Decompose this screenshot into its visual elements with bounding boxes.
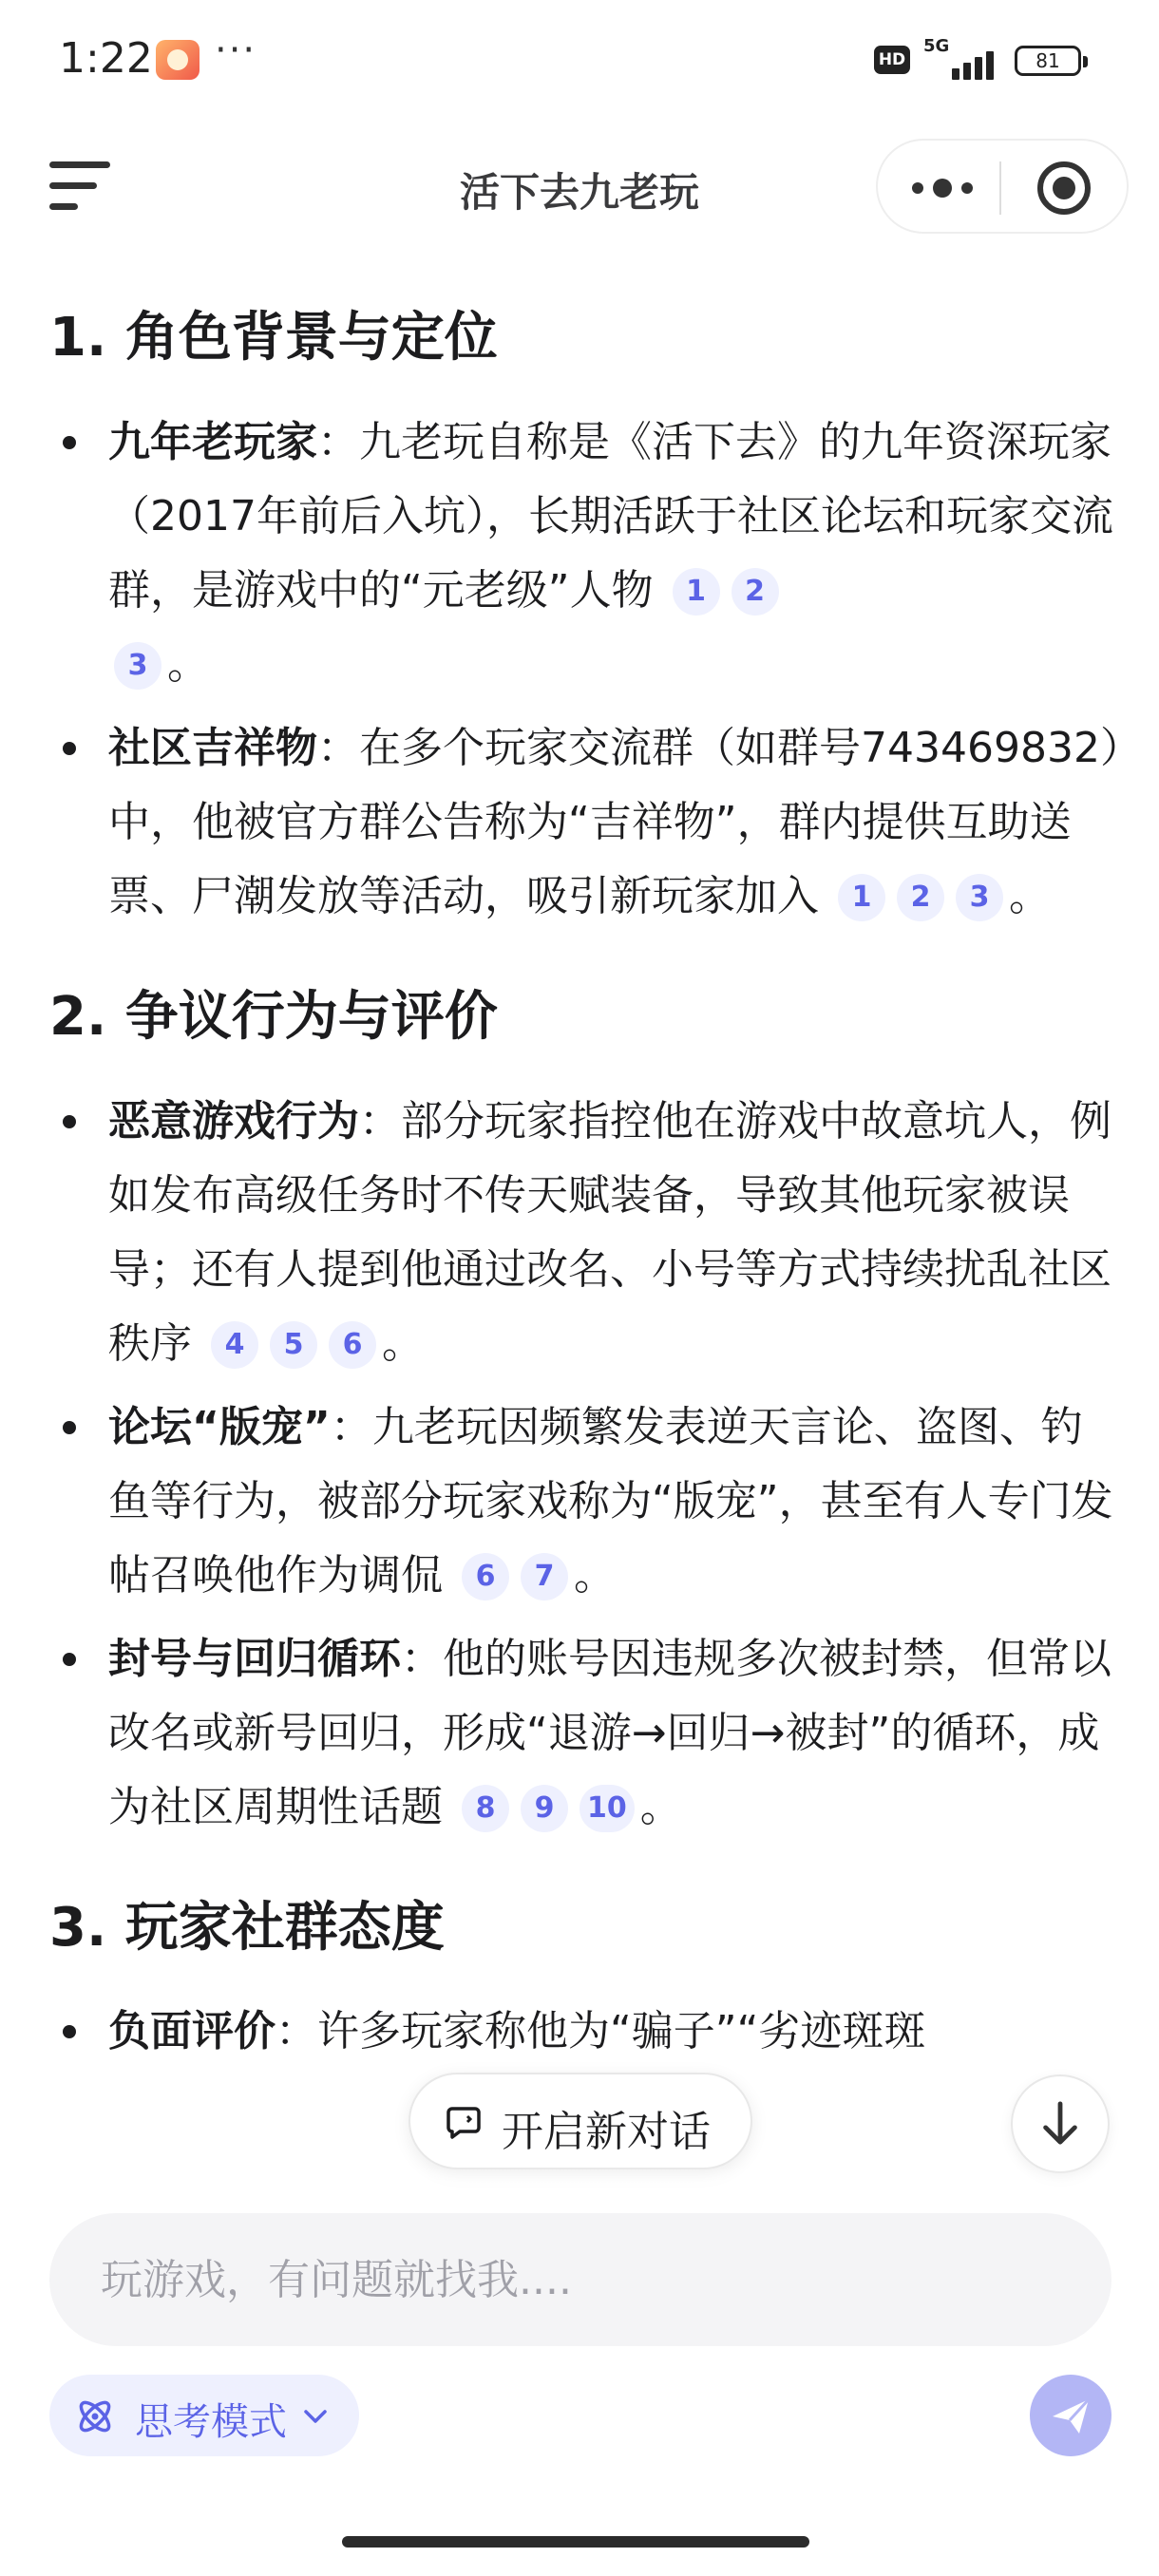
app-notification-icon bbox=[156, 40, 200, 80]
item-text: ：九老玩因频繁发表逆天言论、盗图、钓鱼等行为，被部分玩家戏称为“版宠”，甚至有人专门发帖召唤他作为调侃 bbox=[108, 1402, 1113, 1600]
list-item bbox=[49, 1622, 1123, 1845]
chat-header bbox=[0, 123, 1159, 247]
hd-icon: HD bbox=[874, 46, 910, 74]
mini-program-capsule bbox=[876, 139, 1129, 234]
item-end: 。 bbox=[574, 1550, 616, 1600]
message-content bbox=[49, 304, 1123, 2090]
home-indicator[interactable] bbox=[342, 2536, 809, 2548]
citation-badge[interactable]: 6 bbox=[462, 1553, 509, 1601]
section bbox=[49, 1894, 1123, 2081]
section-title: 1. 角色背景与定位 bbox=[49, 307, 498, 369]
citation-badge[interactable]: 6 bbox=[329, 1321, 376, 1369]
bullet-list bbox=[49, 1085, 1123, 1845]
section bbox=[49, 304, 1123, 934]
list-item bbox=[49, 406, 1123, 702]
citation-badge[interactable]: 2 bbox=[732, 568, 779, 616]
citation-badge[interactable]: 1 bbox=[673, 568, 720, 616]
item-text: ：许多玩家称他为“骗子”“劣迹斑斑 bbox=[276, 2007, 926, 2056]
status-more-icon: ··· bbox=[215, 28, 257, 72]
item-end: 。 bbox=[167, 639, 209, 689]
more-options-icon[interactable] bbox=[912, 169, 988, 207]
citation-badge[interactable]: 9 bbox=[521, 1785, 568, 1832]
battery-icon: 81 bbox=[1015, 46, 1081, 76]
section bbox=[49, 983, 1123, 1845]
list-item bbox=[49, 1391, 1123, 1613]
item-end: 。 bbox=[1009, 871, 1051, 920]
item-heading: 封号与回归循环 bbox=[108, 1634, 401, 1683]
citation-badge[interactable]: 7 bbox=[521, 1553, 568, 1601]
arrow-down-icon bbox=[1013, 2076, 1108, 2171]
list-item bbox=[49, 1995, 1123, 2080]
chat-input[interactable] bbox=[49, 2213, 1112, 2346]
citation-badge[interactable]: 5 bbox=[270, 1321, 317, 1369]
section-title: 3. 玩家社群态度 bbox=[49, 1896, 445, 1959]
send-plane-icon bbox=[1030, 2375, 1112, 2456]
new-chat-icon bbox=[445, 2103, 483, 2141]
citation-badge[interactable]: 1 bbox=[838, 874, 885, 921]
item-heading: 负面评价 bbox=[108, 2007, 276, 2056]
chevron-down-icon bbox=[298, 2399, 332, 2434]
composer bbox=[0, 2213, 1159, 2576]
cellular-signal-icon bbox=[923, 38, 999, 80]
citation-badge[interactable]: 8 bbox=[462, 1785, 509, 1832]
status-time: 1:22 bbox=[59, 34, 153, 83]
list-item bbox=[49, 711, 1123, 934]
item-text: ：他的账号因违规多次被封禁，但常以改名或新号回归，形成“退游→回归→被封”的循环，成为社区周期性话题 bbox=[108, 1634, 1112, 1831]
item-heading: 社区吉祥物 bbox=[108, 723, 317, 772]
citation-badge[interactable]: 4 bbox=[211, 1321, 258, 1369]
item-end: 。 bbox=[382, 1318, 424, 1368]
item-text: ：九老玩自称是《活下去》的九年资深玩家（2017年前后入坑），长期活跃于社区论坛和玩家交流群，是游戏中的“元老级”人物 bbox=[108, 417, 1113, 615]
close-target-icon[interactable] bbox=[1037, 161, 1091, 215]
citation-badge[interactable]: 10 bbox=[580, 1785, 635, 1832]
bullet-list bbox=[49, 1995, 1123, 2080]
item-text: ：部分玩家指控他在游戏中故意坑人，例如发布高级任务时不传天赋装备，导致其他玩家被误导；还有人提到他通过改名、小号等方式持续扰乱社区秩序 bbox=[108, 1096, 1112, 1368]
page-title: 活下去九老玩 bbox=[459, 169, 699, 216]
new-chat-button[interactable] bbox=[408, 2073, 752, 2169]
bullet-list bbox=[49, 406, 1123, 934]
citation-badge[interactable]: 3 bbox=[956, 874, 1003, 921]
scroll-to-bottom-button[interactable] bbox=[1011, 2074, 1110, 2173]
thinking-mode-selector[interactable] bbox=[49, 2375, 359, 2456]
send-button[interactable] bbox=[1030, 2375, 1112, 2456]
item-heading: 论坛“版宠” bbox=[108, 1402, 331, 1451]
network-type-label: 5G bbox=[923, 36, 950, 56]
new-chat-label: 开启新对话 bbox=[502, 2108, 711, 2156]
thinking-mode-label: 思考模式 bbox=[135, 2400, 287, 2444]
item-end: 。 bbox=[639, 1782, 682, 1831]
capsule-divider bbox=[999, 161, 1001, 215]
item-heading: 恶意游戏行为 bbox=[108, 1096, 359, 1146]
list-item bbox=[49, 1085, 1123, 1381]
item-heading: 九年老玩家 bbox=[108, 417, 317, 466]
status-bar bbox=[0, 0, 1159, 123]
section-title: 2. 争议行为与评价 bbox=[49, 985, 498, 1048]
item-text: ：在多个玩家交流群（如群号743469832）中，他被官方群公告称为“吉祥物”，群内提供互助送票、尸潮发放等活动，吸引新玩家加入 bbox=[108, 723, 1121, 920]
citation-badge[interactable]: 2 bbox=[897, 874, 944, 921]
atom-icon bbox=[74, 2396, 116, 2437]
citation-badge[interactable]: 3 bbox=[114, 642, 162, 690]
